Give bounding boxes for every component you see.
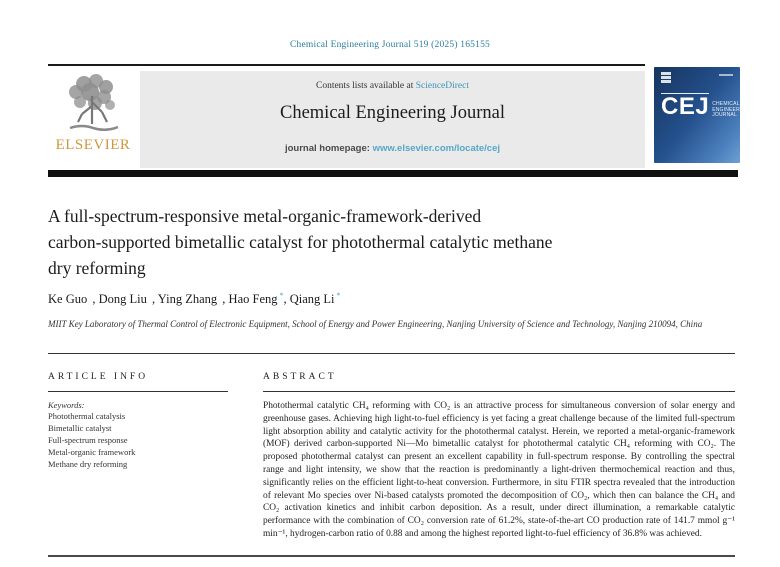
page-bottom-rule (48, 555, 735, 557)
author-separator: , (219, 292, 229, 307)
sciencedirect-link[interactable]: ScienceDirect (415, 81, 469, 91)
author-separator: , (283, 292, 290, 307)
journal-homepage-line (140, 143, 645, 154)
journal-header-box (140, 71, 645, 168)
cover-journal-name: CHEMICAL ENGINEERING JOURNAL (712, 101, 750, 118)
article-title-line-2: carbon-supported bimetallic catalyst for photothermal catalytic methane (48, 232, 553, 252)
article-info-column (48, 372, 228, 470)
article-info-heading: ARTICLE INFO (48, 372, 228, 392)
journal-cover-thumbnail (654, 67, 750, 163)
corresponding-author-asterisk[interactable]: * (336, 291, 341, 300)
affiliation: MIIT Key Laboratory of Thermal Control of Electronic Equipment, School of Energy and Power Engineering, Nanjing University of Science and Technology, Nanjing 210094, China (48, 319, 703, 329)
corresponding-author-asterisk[interactable]: * (279, 291, 284, 300)
header-bottom-bar (48, 170, 738, 177)
cover-elsevier-mark-icon (661, 72, 671, 85)
contents-lists-prefix: Contents lists available at (315, 81, 416, 91)
homepage-prefix: journal homepage: (284, 143, 373, 154)
abstract-heading: ABSTRACT (263, 372, 735, 392)
keyword-item: Full-spectrum response (48, 435, 128, 445)
cover-journal-abbrev: CEJ (661, 93, 710, 120)
author-name: Dong Liu (98, 292, 147, 307)
article-title-line-3: dry reforming (48, 258, 146, 278)
keyword-item: Methane dry reforming (48, 459, 128, 469)
keyword-item: Metal-organic framework (48, 447, 136, 457)
keyword-item: Bimetallic catalyst (48, 423, 112, 433)
elsevier-tree-logo-icon (62, 72, 124, 136)
abstract-column (263, 372, 735, 541)
section-divider-rule (48, 353, 735, 354)
elsevier-logo-text: ELSEVIER (55, 137, 131, 153)
author-name: Ying Zhang (157, 292, 218, 307)
article-title (48, 203, 708, 281)
journal-title: Chemical Engineering Journal (279, 103, 506, 123)
header-top-rule (48, 64, 645, 66)
keywords-label: Keywords: (48, 400, 85, 410)
author-name: Ke Guo (48, 292, 88, 307)
elsevier-logo (48, 70, 138, 168)
abstract-text: Photothermal catalytic CH₄ reforming with CO₂ is an attractive process for simultaneous conversion of solar energy and greenhouse gases. Achieving high light-to-fuel efficiency is yet facing a great challenge because of the limited full-spectrum light absorption ability and catalytic activity for the photothermal catalyst. Herein, we reported a metal-organic-framework (MOF) derived carbon-supported Ni—Mo bimetallic catalyst for photothermal catalytic CH₄ reforming with CO₂. The proposed photothermal catalyst can present an excellent capability in full-spectrum response. By controlling the spectral range and light intensity, we show that the reaction is predominantly a light-driven thermochemical reaction and thus, significantly relies on the efficient light-to-heat conversion. Furthermore, in situ FTIR spectra revealed that the introduction of relevant Mo species over Ni-based catalysts promoted the decomposition of CO₂, which then can balance the CH₄ and CO₂ activation kinetics and inhibit carbon deposition. As a result, under direct illumination, a remarkable catalytic performance with the combination of CO₂ conversion rate of 61.2%, state-of-the-art CO production rate of 141.7 mmol g⁻¹ min⁻¹, hydrogen-carbon ratio of 0.88 and among the highest reported light-to-fuel efficiency of 36.8% was achieved. (263, 401, 735, 539)
running-head-citation: Chemical Engineering Journal 519 (2025) 165155 (290, 40, 490, 50)
author-separator: , (148, 292, 158, 307)
author-list (48, 291, 708, 307)
contents-lists-line (140, 81, 645, 91)
cover-issue-mark (719, 74, 733, 76)
journal-homepage-link[interactable]: www.elsevier.com/locate/cej (372, 143, 501, 154)
author-name: Qiang Li (289, 292, 335, 307)
author-name: Hao Feng (228, 292, 278, 307)
article-title-line-1: A full-spectrum-responsive metal-organic-framework-derived (48, 206, 482, 226)
author-separator: , (89, 292, 99, 307)
keyword-item: Photothermal catalysis (48, 411, 126, 421)
